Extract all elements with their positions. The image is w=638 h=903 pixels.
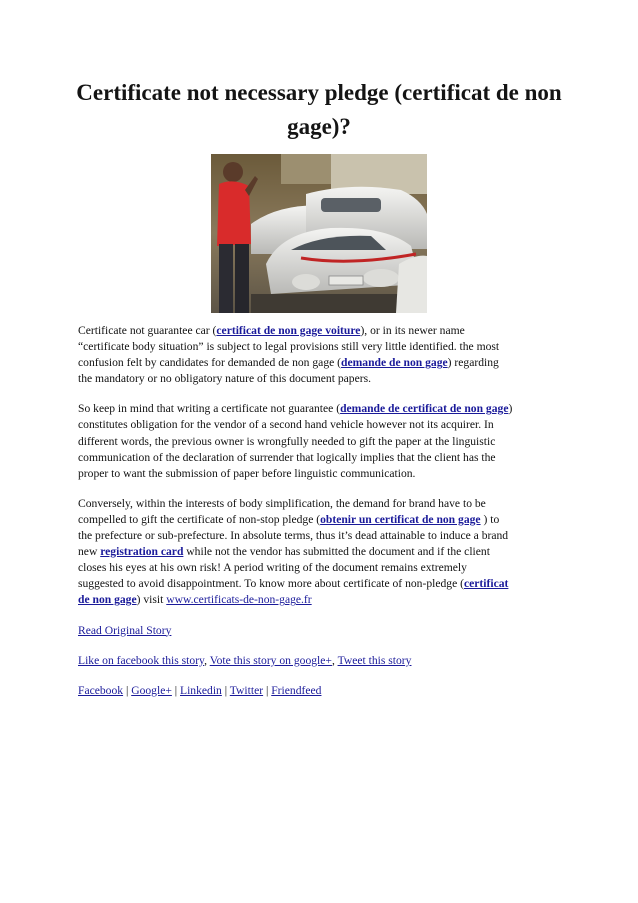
paragraph-3-line-6: suggested to avoid disappointment. To know more about certificate of non-pledge (certificat [78, 577, 509, 591]
like-facebook-link[interactable]: Like on facebook this story [78, 653, 205, 667]
paragraph-1 [78, 323, 568, 387]
friendfeed-link[interactable]: Friendfeed [271, 683, 322, 697]
social-links-row: Facebook | Google+ | Linkedin | Twitter | Friendfeed [78, 683, 322, 697]
paragraph-3-line-5: closes his eyes at his own risk! A period writing of the document remains extremely [78, 561, 467, 575]
paragraph-3-line-4: new registration card while not the vendor has submitted the document and if the client [78, 545, 490, 559]
paragraph-2-line-5: proper to want the submission of paper before linguistic communication. [78, 466, 416, 480]
share-row: Like on facebook this story, Vote this story on google+, Tweet this story [78, 653, 412, 667]
paragraph-3-line-1: Conversely, within the interests of body simplification, the demand for brand have to be [78, 496, 486, 510]
article-body [78, 323, 568, 713]
link-website[interactable]: www.certificats-de-non-gage.fr [166, 593, 312, 607]
read-original-link[interactable]: Read Original Story [78, 623, 172, 637]
paragraph-1-line-2: “certificate body situation” is subject to legal provisions still very little identified. the most [78, 340, 500, 354]
google-plus-link[interactable]: Google+ [131, 683, 172, 697]
link-demande-de-non-gage[interactable]: demande de non gage [341, 356, 448, 370]
paragraph-2-line-2: constitutes obligation for the vendor of a second hand vehicle however not its acquirer. In [78, 418, 494, 432]
paragraph-2-line-3: different words, the previous owner is wrongfully needed to gift the paper at the linguistic [78, 434, 496, 448]
facebook-link[interactable]: Facebook [78, 683, 124, 697]
paragraph-1-line-4: the mandatory or no obligatory nature of this document papers. [78, 372, 371, 386]
car-dealer-photo [211, 154, 427, 313]
paragraph-3-line-3: the prefecture or sub-prefecture. In absolute terms, thus it’s dead attainable to induce a brand [78, 529, 509, 543]
read-original-row [78, 623, 568, 639]
linkedin-link[interactable]: Linkedin [180, 683, 222, 697]
link-certificat-de-non-gage-voiture[interactable]: certificat de non gage voiture [216, 324, 361, 337]
paragraph-2-line-4: communication of the declaration of surrender that logically implies that the client has the [78, 450, 496, 464]
twitter-link[interactable]: Twitter [229, 683, 264, 697]
tweet-link[interactable]: Tweet this story [337, 653, 412, 667]
paragraph-2-line-1: So keep in mind that writing a certificate not guarantee (demande de certificat de non gage) [78, 402, 513, 416]
link-obtenir-un-certificat-de-non-gage[interactable]: obtenir un certificat de non gage [320, 512, 481, 526]
link-certificat-de-non-gage-part-1[interactable]: certificat [463, 577, 509, 591]
paragraph-1-line-1: Certificate not guarantee car (certificat de non gage voiture), or in its newer name [78, 324, 465, 337]
paragraph-1-line-3: confusion felt by candidates for demanded de non gage (demande de non gage) regarding [78, 356, 499, 370]
paragraph-2 [78, 401, 568, 481]
page-title: Certificate not necessary pledge (certificat de non gage)? [76, 80, 562, 139]
link-registration-card[interactable]: registration card [100, 545, 184, 559]
vote-google-link[interactable]: Vote this story on google+ [209, 653, 332, 667]
paragraph-3 [78, 496, 568, 609]
paragraph-3-line-2: compelled to gift the certificate of non-stop pledge (obtenir un certificat de non gage ) to [78, 512, 500, 526]
link-demande-de-certificat-de-non-gage[interactable]: demande de certificat de non gage [340, 402, 509, 416]
link-certificat-de-non-gage-part-2[interactable]: de non gage [78, 593, 137, 607]
paragraph-3-line-7: de non gage) visit www.certificats-de-non-gage.fr [78, 593, 312, 607]
